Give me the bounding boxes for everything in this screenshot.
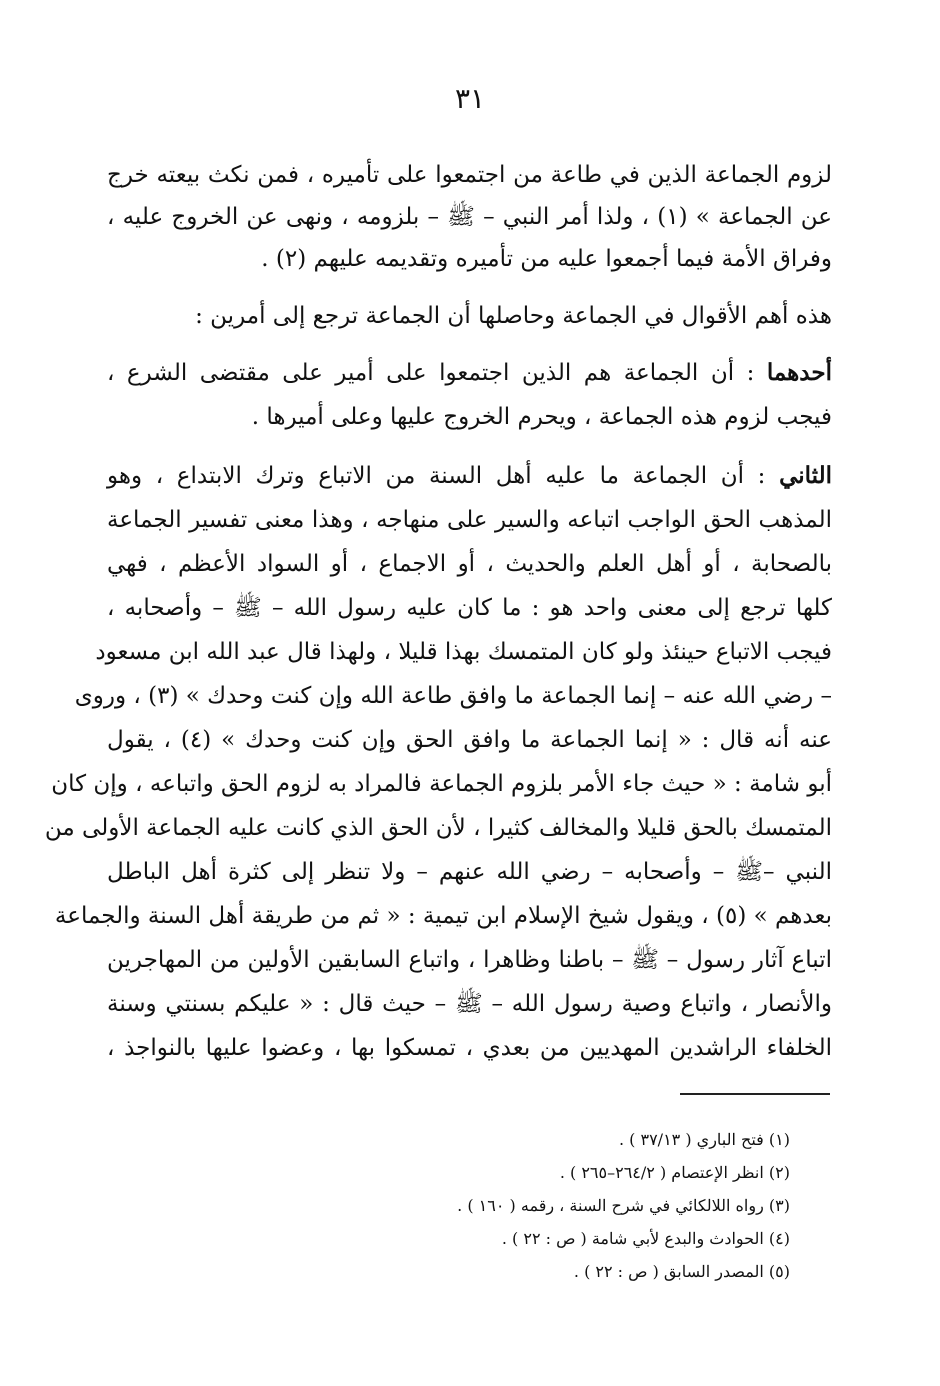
text-line: بالصحابة ، أو أهل العلم والحديث ، أو الاجماع ، أو السواد الأعظم ، فهي (107, 551, 832, 577)
text-line: أبو شامة : « حيث جاء الأمر بلزوم الجماعة فالمراد به لزوم الحق واتباعه ، وإن كان (51, 771, 832, 797)
footnote: (١) فتح الباري ( ٣٧/١٣ ) . (618, 1130, 790, 1149)
text-line: المتمسك بالحق قليلا والمخالف كثيرا ، لأن الحق الذي كانت عليه الجماعة الأولى من (44, 815, 832, 841)
text-line: الخلفاء الراشدين المهديين من بعدي ، تمسكوا بها ، وعضوا عليها بالنواجذ ، (107, 1035, 832, 1061)
text-segment: : أن الجماعة هم الذين اجتمعوا على أمير على مقتضى الشرع ، (107, 360, 755, 386)
text-line: وفراق الأمة فيما أجمعوا عليه من تأميره وتقديمه عليهم (٢) . (261, 246, 832, 272)
paragraph-lead-word: أحدهما (766, 359, 832, 386)
footnote: (٤) الحوادث والبدع لأبي شامة ( ص : ٢٢ ) . (501, 1229, 790, 1248)
footnote-separator (680, 1093, 830, 1095)
text-line-with-lead (107, 456, 832, 496)
footnote: (٣) رواه اللالكائي في شرح السنة ، رقمه ( ١٦٠ ) . (457, 1196, 790, 1215)
footnote: (٥) المصدر السابق ( ص : ٢٢ ) . (573, 1262, 790, 1281)
paragraph-lead-word: الثاني (779, 462, 832, 489)
text-line: عن الجماعة » (١) ، ولذا أمر النبي – ﷺ – بلزومه ، ونهى عن الخروج عليه ، (107, 204, 832, 230)
text-line: هذه أهم الأقوال في الجماعة وحاصلها أن الجماعة ترجع إلى أمرين : (195, 303, 832, 329)
footnote: (٢) انظر الإعتصام ( ٢٦٤/٢–٢٦٥ ) . (559, 1163, 790, 1182)
text-line: المذهب الحق الواجب اتباعه والسير على منهاجه ، وهذا معنى تفسير الجماعة (107, 507, 832, 533)
text-line: لزوم الجماعة الذين في طاعة من اجتمعوا على تأميره ، فمن نكث بيعته خرج (107, 162, 832, 188)
text-line: اتباع آثار رسول – ﷺ – باطنا وظاهرا ، واتباع السابقين الأولين من المهاجرين (107, 947, 832, 973)
text-line: بعدهم » (٥) ، ويقول شيخ الإسلام ابن تيمية : « ثم من طريقة أهل السنة والجماعة (54, 903, 832, 929)
text-line-with-lead (107, 353, 832, 393)
text-line: كلها ترجع إلى معنى واحد هو : ما كان عليه رسول الله – ﷺ – وأصحابه ، (107, 595, 832, 621)
text-line: عنه أنه قال : « إنما الجماعة ما وافق الحق وإن كنت وحدك » (٤) ، يقول (107, 727, 832, 753)
text-line: – رضي الله عنه – إنما الجماعة ما وافق طاعة الله وإن كنت وحدك » (٣) ، وروى (74, 683, 832, 709)
text-line: فيجب الاتباع حينئذ ولو كان المتمسك بهذا قليلا ، ولهذا قال عبد الله ابن مسعود (95, 639, 832, 665)
text-segment: : أن الجماعة ما عليه أهل السنة من الاتباع وترك الابتداع ، وهو (107, 463, 766, 489)
page-number: ٣١ (454, 82, 486, 115)
text-line: النبي –ﷺ – وأصحابه – رضي الله عنهم – ولا تنظر إلى كثرة أهل الباطل (107, 859, 832, 885)
text-line: فيجب لزوم هذه الجماعة ، ويحرم الخروج عليها وعلى أميرها . (251, 404, 832, 430)
text-line: والأنصار ، واتباع وصية رسول الله – ﷺ – حيث قال : « عليكم بسنتي وسنة (107, 991, 832, 1017)
